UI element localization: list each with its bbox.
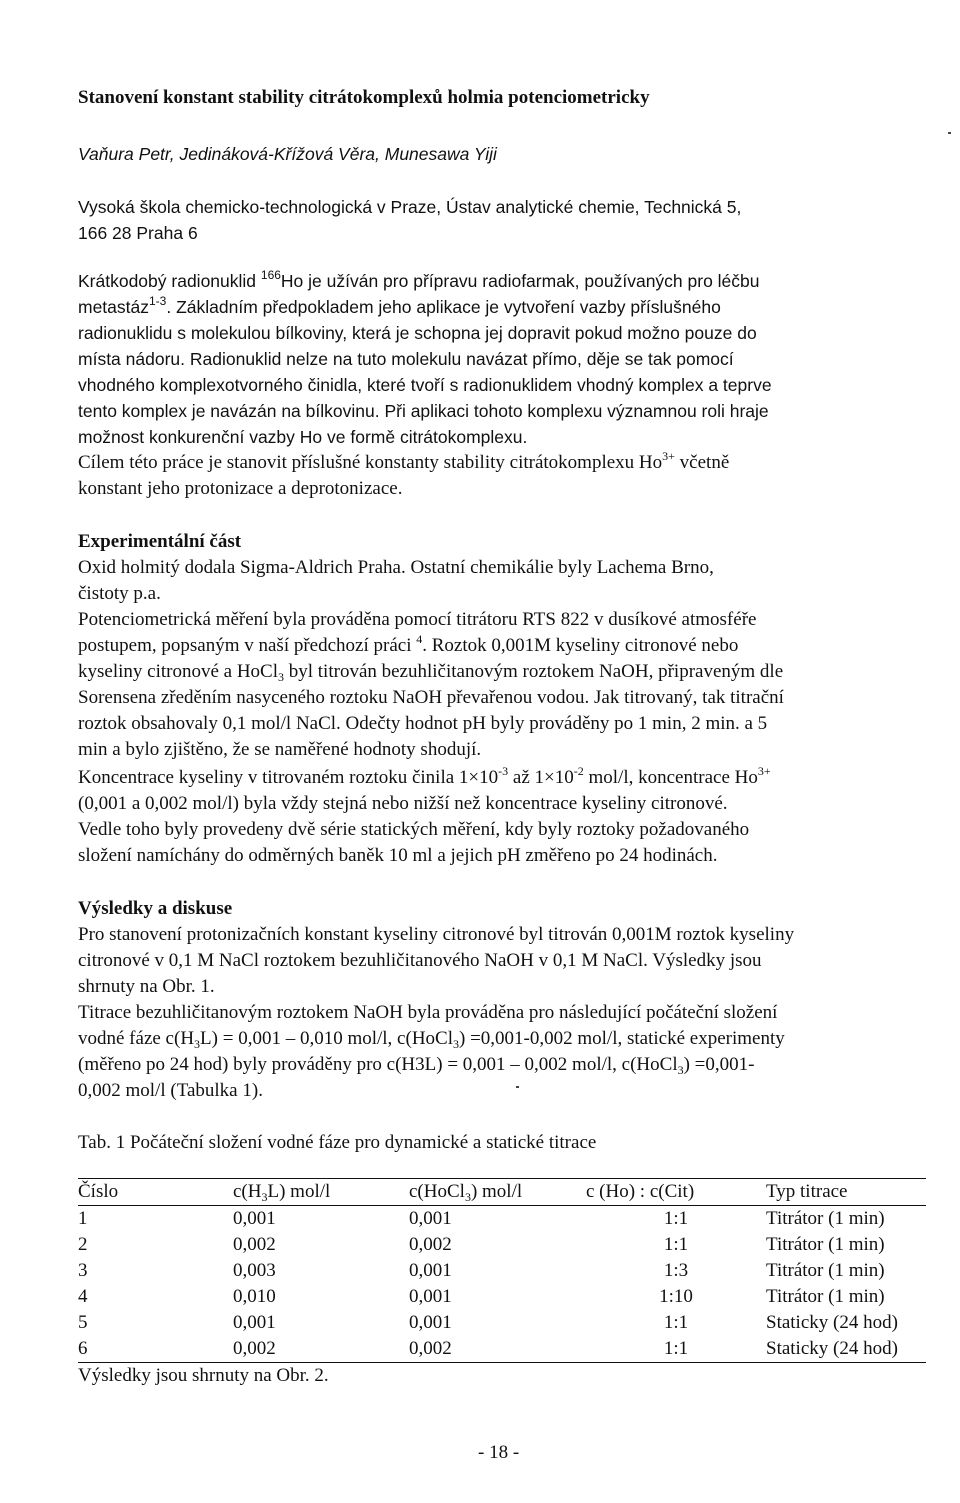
table-row xyxy=(78,1336,926,1363)
intro-line-2: metastáz$^{1-3}$. Základním předpokladem jeho aplikace je vytvoření vazby příslušného xyxy=(78,294,721,317)
experimental-line-3: Potenciometrická měření byla prováděna pomocí titrátoru RTS 822 v dusíkové atmosféře xyxy=(78,609,757,630)
header-c-h3l: $c(H_3L)$ mol/l xyxy=(233,1179,409,1206)
experimental-line-5: kyseliny citronové a HoCl$_3$ byl titrován bezuhličitanovým roztokem NaOH, připraveným dle xyxy=(78,661,784,684)
experimental-line-8: min a bylo zjištěno, že se naměřené hodnoty shodují. xyxy=(78,739,482,760)
results-line-2: citronové v 0,1 M NaCl roztokem bezuhličitanového NaOH v 0,1 M NaCl. Výsledky jsou xyxy=(78,950,762,971)
cell-c-h3l: 0,002 xyxy=(233,1336,409,1363)
experimental-line-2: čistoty p.a. xyxy=(78,583,161,604)
header-typ-titrace: Typ titrace xyxy=(766,1179,926,1206)
cell-typ: Titrátor (1 min) xyxy=(766,1260,885,1281)
intro-line-6: tento komplex je navázán na bílkovinu. Při aplikaci tohoto komplexu významnou roli hraje xyxy=(78,401,769,421)
affiliation-line-2: 166 28 Praha 6 xyxy=(78,223,198,243)
intro-line-4: místa nádoru. Radionuklid nelze na tuto molekulu navázat přímo, děje se tak pomocí xyxy=(78,349,734,369)
table-caption: Tab. 1 Počáteční složení vodné fáze pro dynamické a statické titrace xyxy=(78,1132,597,1153)
cell-c-h3l: 0,001 xyxy=(233,1312,276,1333)
cell-cislo: 4 xyxy=(78,1286,88,1307)
experimental-line-4: postupem, popsaným v naší předchozí práci $^4$. Roztok 0,001M kyseliny citronové nebo xyxy=(78,632,739,656)
intro-line-3: radionuklidu s molekulou bílkoviny, která je schopna jej dopravit pokud možno pouze do xyxy=(78,323,757,343)
cell-c-hocl3: 0,001 xyxy=(409,1208,452,1229)
cell-c-h3l: 0,001 xyxy=(233,1208,276,1229)
table-header-row xyxy=(78,1179,926,1206)
table-row xyxy=(78,1284,926,1310)
table-row xyxy=(78,1310,926,1336)
cell-ratio: 1:1 xyxy=(663,1312,689,1333)
cell-c-h3l: 0,010 xyxy=(233,1286,276,1307)
cell-ratio: 1:1 xyxy=(586,1336,766,1363)
cell-ratio: 1:3 xyxy=(663,1260,689,1281)
cell-c-hocl3: 0,001 xyxy=(409,1286,452,1307)
experimental-line-12: složení namíchány do odměrných baněk 10 ml a jejich pH změřeno po 24 hodinách. xyxy=(78,845,718,866)
cell-ratio: 1:10 xyxy=(659,1286,693,1307)
cell-c-h3l: 0,003 xyxy=(233,1260,276,1281)
cell-cislo: 2 xyxy=(78,1234,88,1255)
header-cislo: Číslo xyxy=(78,1179,233,1206)
experimental-line-11: Vedle toho byly provedeny dvě série statických měření, kdy byly roztoky požadovaného xyxy=(78,819,750,840)
results-line-6: (měřeno po 24 hod) byly prováděny pro c(H3L) = 0,001 – 0,002 mol/l, c(HoCl$_3$) =0,001- xyxy=(78,1054,755,1077)
scan-speck xyxy=(516,1086,519,1088)
intro-line-5: vhodného komplexotvorného činidla, které tvoří s radionuklidem vhodný komplex a teprve xyxy=(78,375,772,395)
results-line-5: vodné fáze $c(H_3L) = 0,001 - 0,010$ mol/l, c(HoCl$_3$) =0,001-0,002 mol/l, statické experimenty xyxy=(78,1028,785,1051)
intro-line-1: Krátkodobý radionuklid $^{166}$Ho je užíván pro přípravu radiofarmak, používaných pro léčbu xyxy=(78,268,760,291)
results-heading: Výsledky a diskuse xyxy=(78,898,233,919)
results-line-3: shrnuty na Obr. 1. xyxy=(78,976,215,997)
authors: Vaňura Petr, Jedináková-Křížová Věra, Munesawa Yiji xyxy=(78,144,497,164)
experimental-line-6: Sorensena zředěním nasyceného roztoku NaOH převařenou vodou. Jak titrovaný, tak titrační xyxy=(78,687,784,708)
cell-c-h3l: 0,002 xyxy=(233,1234,276,1255)
table-row xyxy=(78,1206,926,1233)
table-row xyxy=(78,1258,926,1284)
experimental-line-10: (0,001 a 0,002 mol/l) byla vždy stejná nebo nižší než koncentrace kyseliny citronové. xyxy=(78,793,728,814)
intro-line-8: Cílem této práce je stanovit příslušné konstanty stability citrátokomplexu $Ho^{3+}$ včetně xyxy=(78,449,730,473)
results-line-4: Titrace bezuhličitanovým roztokem NaOH byla prováděna pro následující počáteční složení xyxy=(78,1002,778,1023)
table-row xyxy=(78,1232,926,1258)
cell-typ: Titrátor (1 min) xyxy=(766,1286,885,1307)
cell-c-hocl3: 0,001 xyxy=(409,1312,452,1333)
experimental-line-7: roztok obsahovaly 0,1 mol/l NaCl. Odečty hodnot pH byly prováděny po 1 min, 2 min. a 5 xyxy=(78,713,768,734)
cell-c-hocl3: 0,001 xyxy=(409,1260,452,1281)
results-line-7: 0,002 mol/l (Tabulka 1). xyxy=(78,1080,263,1101)
experimental-line-9: Koncentrace kyseliny v titrovaném roztoku činila $1\times 10^{-3}$ až $1\times 10^{-2}$ mol/l, koncentrace $Ho^{3+}$ xyxy=(78,764,771,788)
cell-cislo: 6 xyxy=(78,1336,233,1363)
composition-table xyxy=(78,1178,926,1363)
page-number: - 18 - xyxy=(478,1442,520,1463)
cell-c-hocl3: 0,002 xyxy=(409,1336,586,1363)
cell-typ: Titrátor (1 min) xyxy=(766,1208,885,1229)
header-ratio: c (Ho) : c(Cit) xyxy=(586,1179,766,1206)
results-line-1: Pro stanovení protonizačních konstant kyseliny citronové byl titrován 0,001M roztok kyseliny xyxy=(78,924,795,945)
intro-line-7: možnost konkurenční vazby Ho ve formě citrátokomplexu. xyxy=(78,427,528,447)
cell-typ: Staticky (24 hod) xyxy=(766,1312,898,1333)
cell-ratio: 1:1 xyxy=(663,1208,689,1229)
scan-speck xyxy=(948,132,951,134)
cell-typ: Titrátor (1 min) xyxy=(766,1234,885,1255)
header-c-hocl3: c(HoCl$_3$) mol/l xyxy=(409,1179,586,1206)
cell-c-hocl3: 0,002 xyxy=(409,1234,452,1255)
experimental-line-1: Oxid holmitý dodala Sigma-Aldrich Praha. Ostatní chemikálie byly Lachema Brno, xyxy=(78,557,714,578)
table-footnote: Výsledky jsou shrnuty na Obr. 2. xyxy=(78,1365,329,1386)
cell-typ: Staticky (24 hod) xyxy=(766,1336,926,1363)
paper-title: Stanovení konstant stability citrátokomplexů holmia potenciometricky xyxy=(78,87,650,108)
affiliation-line-1: Vysoká škola chemicko-technologická v Praze, Ústav analytické chemie, Technická 5, xyxy=(78,197,742,217)
cell-cislo: 1 xyxy=(78,1208,88,1229)
cell-cislo: 5 xyxy=(78,1312,88,1333)
experimental-heading: Experimentální část xyxy=(78,531,242,552)
cell-cislo: 3 xyxy=(78,1260,88,1281)
cell-ratio: 1:1 xyxy=(663,1234,689,1255)
intro-line-9: konstant jeho protonizace a deprotonizace. xyxy=(78,478,403,499)
